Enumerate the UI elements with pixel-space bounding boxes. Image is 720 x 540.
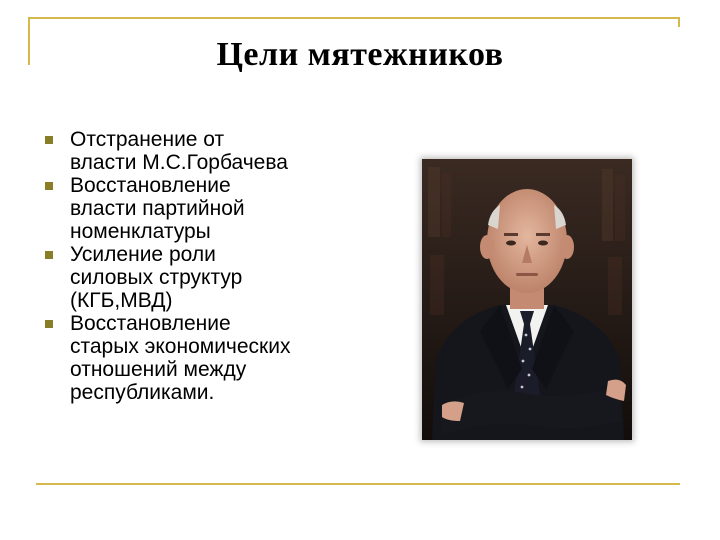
bullet-square-icon xyxy=(45,136,53,144)
portrait-illustration xyxy=(422,159,632,440)
bullet-item xyxy=(44,174,364,243)
top-rule xyxy=(28,17,680,19)
bullet-square-icon xyxy=(45,251,53,259)
bullet-item xyxy=(44,128,364,174)
bullet-text: Восстановление старых экономических отношений между республиками. xyxy=(70,312,291,404)
bullet-item xyxy=(44,243,364,312)
portrait-photo xyxy=(422,159,632,440)
bullet-square-icon xyxy=(45,320,53,328)
top-right-rule xyxy=(678,17,680,27)
bullet-text: Отстранение от власти М.С.Горбачева xyxy=(70,128,288,174)
slide-title: Цели мятежников xyxy=(216,36,504,73)
bullet-text: Восстановление власти партийной номенклатуры xyxy=(70,174,245,243)
bullet-square-icon xyxy=(45,182,53,190)
bottom-rule xyxy=(36,483,680,485)
bullet-list xyxy=(44,128,364,404)
bullet-item xyxy=(44,312,364,404)
bullet-text: Усиление роли силовых структур (КГБ,МВД) xyxy=(70,243,243,312)
